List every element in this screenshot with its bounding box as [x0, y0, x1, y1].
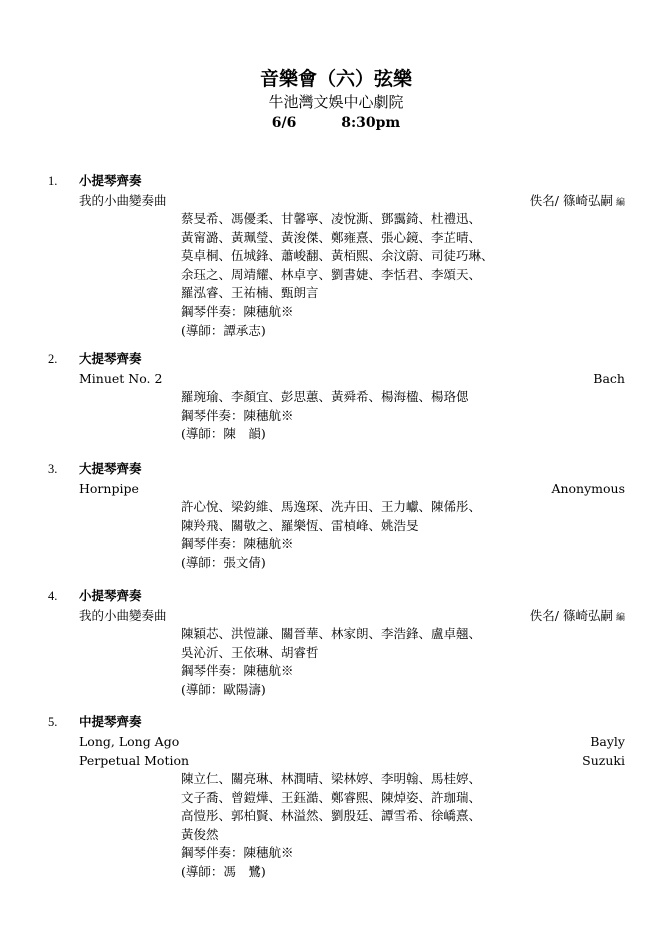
performer-line: (導師：陳 韻) — [181, 426, 266, 442]
item-number: 3. — [48, 462, 58, 476]
item-title: 大提琴齊奏 — [79, 351, 142, 366]
piece-row — [79, 479, 625, 498]
performer-line: 莫卓桐、伍城鋒、蕭峻翻、黃栢熙、余汶蔚、司徒巧琳、 — [181, 248, 494, 264]
performer-line: 黃甯潞、黃珮瑩、黃浚傑、鄭雍熹、張心鏡、李芷晴、 — [181, 229, 482, 245]
performer-line: 鋼琴伴奏：陳穗航※ — [181, 536, 294, 552]
performer-line: 鋼琴伴奏：陳穗航※ — [181, 663, 294, 679]
composer-name: 佚名/ 篠崎弘嗣 編 — [529, 608, 625, 623]
performer-line: 余珏之、周靖耀、林卓亨、劉書婕、李恬君、李頌天、 — [181, 266, 482, 282]
piece-name: 我的小曲變奏曲 — [79, 608, 167, 623]
performer-line: 高愷彤、郭柏賢、林溢然、劉殷廷、譚雪希、徐嶠熹、 — [181, 808, 482, 824]
piece-row — [79, 732, 625, 751]
performer-line: 陳羚飛、關敬之、羅樂恆、雷楨峰、姚浩旻 — [181, 517, 419, 533]
piece-row — [79, 751, 625, 770]
item-title: 大提琴齊奏 — [79, 461, 142, 476]
item-number: 5. — [48, 715, 58, 729]
performer-line: 鋼琴伴奏：陳穗航※ — [181, 407, 294, 423]
performer-line: 鋼琴伴奏：陳穗航※ — [181, 303, 294, 319]
piece-row — [79, 606, 625, 625]
arranger-suffix: 編 — [615, 613, 625, 623]
performer-list — [181, 210, 494, 340]
composer-name: Suzuki — [582, 753, 625, 768]
item-title: 小提琴齊奏 — [79, 588, 142, 603]
concert-time: 8:30pm — [341, 115, 401, 131]
item-number: 2. — [48, 352, 58, 366]
item-title: 小提琴齊奏 — [79, 173, 142, 188]
piece-name: Minuet No. 2 — [79, 371, 163, 386]
performer-list — [181, 770, 481, 882]
piece-row — [79, 369, 625, 388]
composer-name: 佚名/ 篠崎弘嗣 編 — [529, 193, 625, 208]
performer-line: 羅琬瑜、李顏宜、彭思蕙、黃舜希、楊海楹、楊珞偲 — [181, 389, 469, 404]
performer-line: (導師：張文倩) — [181, 554, 266, 570]
item-number: 4. — [48, 589, 58, 603]
venue-name: 牛池灣文娛中心劇院 — [268, 93, 404, 111]
performer-line: 文子喬、曾鎧燁、王鈺澔、鄭睿熙、陳焯姿、許珈瑞、 — [181, 789, 482, 805]
performer-list — [181, 625, 481, 699]
programme-header — [0, 66, 672, 134]
composer-name: Anonymous — [551, 481, 625, 496]
performer-line: 陳立仁、關亮琳、林潤晴、梁林婷、李明翰、馬桂婷、 — [181, 771, 482, 786]
performer-line: (導師：歐陽濤) — [181, 681, 266, 697]
piece-name: Long, Long Ago — [79, 734, 180, 749]
item-number: 1. — [48, 174, 58, 188]
concert-title: 音樂會（六）弦樂 — [259, 68, 412, 90]
composer-name: Bayly — [590, 734, 625, 749]
concert-datetime — [0, 112, 672, 134]
performer-line: 蔡旻希、馮優柔、甘馨寧、凌悅澌、鄧靄錡、杜禮迅、 — [181, 211, 482, 226]
piece-name: 我的小曲變奏曲 — [79, 193, 167, 208]
concert-date: 6/6 — [271, 115, 297, 131]
performer-line: 吳沁沂、王依琳、胡睿哲 — [181, 644, 319, 660]
performer-line: 羅泓睿、王祐楠、甄朗言 — [181, 285, 319, 301]
piece-row — [79, 191, 625, 210]
performer-line: 黃俊然 — [181, 826, 219, 842]
piece-name: Perpetual Motion — [79, 753, 190, 768]
piece-name: Hornpipe — [79, 481, 139, 496]
performer-list — [181, 498, 481, 572]
performer-list — [181, 388, 469, 444]
arranger-suffix: 編 — [615, 198, 625, 208]
performer-line: (導師：馮 鷺) — [181, 863, 266, 879]
item-title: 中提琴齊奏 — [79, 714, 142, 729]
performer-line: (導師：譚承志) — [181, 322, 266, 338]
performer-line: 許心悅、梁鈞維、馬逸琛、冼卉田、王力巘、陳俙彤、 — [181, 499, 482, 514]
performer-line: 陳穎芯、洪愷謙、關晉華、林家朗、李浩鋒、盧卓翹、 — [181, 626, 482, 641]
performer-line: 鋼琴伴奏：陳穗航※ — [181, 845, 294, 861]
composer-name: Bach — [593, 371, 625, 386]
